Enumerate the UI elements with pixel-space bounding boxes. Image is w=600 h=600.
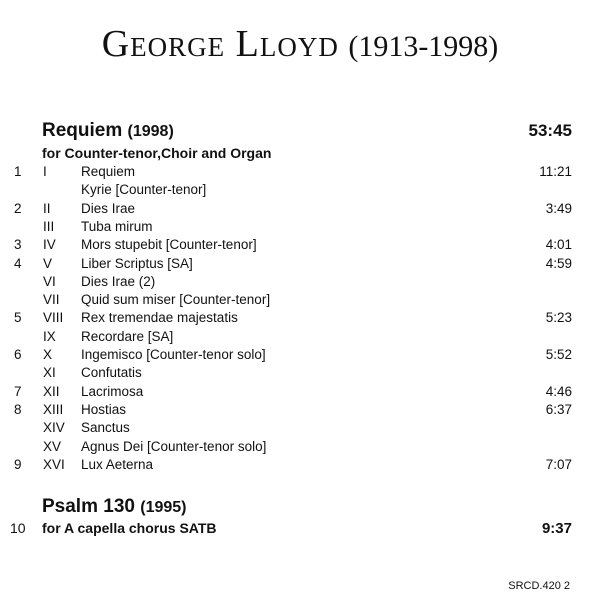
track-number: 7 bbox=[14, 383, 22, 399]
track-number: 6 bbox=[14, 347, 22, 362]
track-number: 8 bbox=[14, 401, 22, 417]
composer-heading bbox=[0, 22, 600, 66]
composer-years: (1913-1998) bbox=[348, 30, 499, 63]
movement-title: Hostias bbox=[81, 401, 127, 417]
movement-title: Lacrimosa bbox=[81, 383, 144, 399]
movement-number: IV bbox=[43, 237, 56, 253]
movement-title: Tuba mirum bbox=[81, 218, 153, 234]
movement-title: Confutatis bbox=[81, 365, 142, 381]
movement-title: Ingemisco [Counter-tenor solo] bbox=[81, 347, 266, 362]
track-number: 2 bbox=[14, 200, 22, 216]
requiem-title-text: Requiem bbox=[42, 120, 123, 141]
psalm-duration: 9:37 bbox=[541, 520, 572, 537]
track-number: 4 bbox=[14, 255, 22, 271]
psalm-title-text: Psalm 130 bbox=[42, 496, 135, 517]
requiem-subtitle: for Counter-tenor,Choir and Organ bbox=[42, 145, 272, 161]
movement-title: Recordare [SA] bbox=[81, 328, 174, 344]
track-number: 3 bbox=[14, 237, 22, 253]
movement-number: XVI bbox=[43, 456, 65, 472]
movement-title: Requiem bbox=[81, 164, 136, 179]
track-row bbox=[0, 256, 600, 274]
movement-number: XII bbox=[43, 383, 60, 399]
track-duration: 3:49 bbox=[545, 200, 572, 216]
movement-title: Quid sum miser [Counter-tenor] bbox=[81, 292, 271, 308]
track-duration: 5:52 bbox=[545, 347, 572, 362]
movement-number: XI bbox=[43, 365, 56, 381]
track-row bbox=[0, 310, 600, 328]
track-row bbox=[0, 420, 600, 438]
movement-title: Sanctus bbox=[81, 420, 130, 436]
movement-number: I bbox=[43, 164, 47, 179]
psalm-track-row bbox=[0, 520, 600, 540]
track-duration: 4:59 bbox=[545, 255, 572, 271]
track-row bbox=[0, 182, 600, 200]
track-number: 9 bbox=[14, 456, 22, 472]
movement-title: Kyrie [Counter-tenor] bbox=[81, 182, 207, 198]
track-row bbox=[0, 274, 600, 292]
psalm-subtitle: for A capella chorus SATB bbox=[42, 520, 217, 536]
track-row bbox=[0, 237, 600, 255]
movement-title: Dies Irae (2) bbox=[81, 273, 156, 289]
track-row bbox=[0, 439, 600, 457]
movement-number: XIV bbox=[43, 420, 65, 436]
track-row bbox=[0, 457, 600, 475]
movement-number: VIII bbox=[43, 310, 64, 326]
track-row bbox=[0, 384, 600, 402]
psalm-track-number: 10 bbox=[10, 520, 26, 536]
track-row bbox=[0, 402, 600, 420]
movement-title: Rex tremendae majestatis bbox=[81, 310, 238, 326]
track-row bbox=[0, 347, 600, 365]
movement-number: VI bbox=[43, 273, 56, 289]
track-duration: 7:07 bbox=[545, 456, 572, 472]
movement-number: X bbox=[43, 347, 53, 362]
movement-number: V bbox=[43, 255, 53, 271]
requiem-total-duration: 53:45 bbox=[528, 121, 572, 140]
requiem-year: (1998) bbox=[127, 123, 174, 140]
movement-number: IX bbox=[43, 328, 56, 344]
track-number: 5 bbox=[14, 310, 22, 326]
track-row bbox=[0, 292, 600, 310]
movement-title: Agnus Dei [Counter-tenor solo] bbox=[81, 438, 267, 454]
movement-number: XV bbox=[43, 438, 62, 454]
track-duration: 4:46 bbox=[545, 383, 572, 399]
movement-number: VII bbox=[43, 292, 60, 308]
psalm-year: (1995) bbox=[140, 499, 187, 516]
movement-title: Liber Scriptus [SA] bbox=[81, 255, 193, 271]
catalog-number: SRCD.420 2 bbox=[508, 580, 570, 592]
track-duration: 5:23 bbox=[545, 310, 572, 326]
composer-name: George Lloyd bbox=[101, 23, 339, 65]
track-row bbox=[0, 201, 600, 219]
track-duration: 11:21 bbox=[539, 164, 572, 179]
movement-title: Dies Irae bbox=[81, 200, 136, 216]
movement-title: Mors stupebit [Counter-tenor] bbox=[81, 237, 257, 253]
track-row bbox=[0, 164, 600, 182]
psalm-title bbox=[42, 496, 187, 518]
track-duration: 4:01 bbox=[545, 237, 572, 253]
movement-number: III bbox=[43, 218, 55, 234]
movement-number: II bbox=[43, 200, 51, 216]
requiem-title bbox=[42, 120, 174, 142]
track-duration: 6:37 bbox=[545, 401, 572, 417]
track-row bbox=[0, 365, 600, 383]
track-row bbox=[0, 329, 600, 347]
movement-title: Lux Aeterna bbox=[81, 456, 154, 472]
track-row bbox=[0, 219, 600, 237]
track-number: 1 bbox=[14, 164, 22, 179]
movement-number: XIII bbox=[43, 401, 64, 417]
